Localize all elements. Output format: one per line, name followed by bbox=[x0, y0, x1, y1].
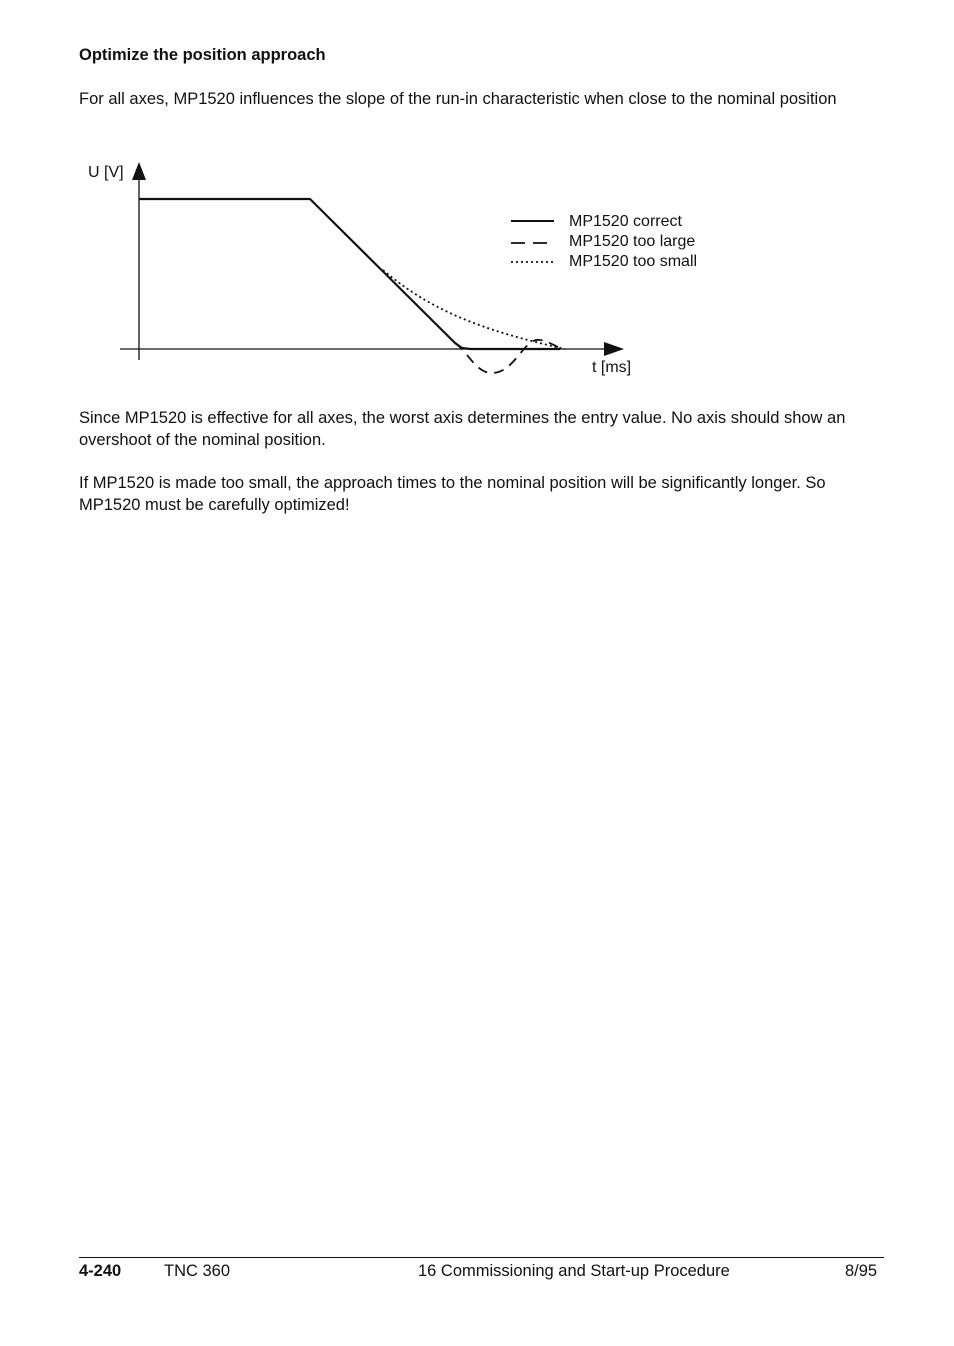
footer-page-number: 4-240 bbox=[79, 1262, 122, 1280]
too-small-paragraph: If MP1520 is made too small, the approach times to the nominal position will be significantly longer. So MP1520 must be carefully optimized! bbox=[79, 474, 826, 514]
y-axis-arrow bbox=[132, 162, 146, 180]
footer-chapter: 16 Commissioning and Start-up Procedure bbox=[418, 1262, 730, 1280]
section-heading: Optimize the position approach bbox=[79, 46, 326, 64]
legend-label-correct: MP1520 correct bbox=[569, 213, 682, 230]
y-axis-label: U [V] bbox=[88, 164, 124, 181]
footer-date: 8/95 bbox=[845, 1262, 878, 1280]
approach-diagram bbox=[0, 0, 954, 400]
curve-correct bbox=[139, 199, 560, 349]
x-axis-label: t [ms] bbox=[592, 359, 632, 376]
intro-paragraph: For all axes, MP1520 influences the slope of the run-in characteristic when close to the nominal position bbox=[79, 90, 837, 108]
legend-label-too-large: MP1520 too large bbox=[569, 233, 696, 250]
worst-axis-paragraph: Since MP1520 is effective for all axes, the worst axis determines the entry value. No axis should show an overshoot of the nominal position. bbox=[79, 409, 846, 449]
footer-divider bbox=[79, 1257, 884, 1258]
x-axis-arrow bbox=[604, 342, 624, 356]
footer-model: TNC 360 bbox=[164, 1262, 231, 1280]
legend bbox=[511, 213, 697, 270]
legend-label-too-small: MP1520 too small bbox=[569, 253, 698, 270]
curve-too-small bbox=[383, 270, 565, 349]
